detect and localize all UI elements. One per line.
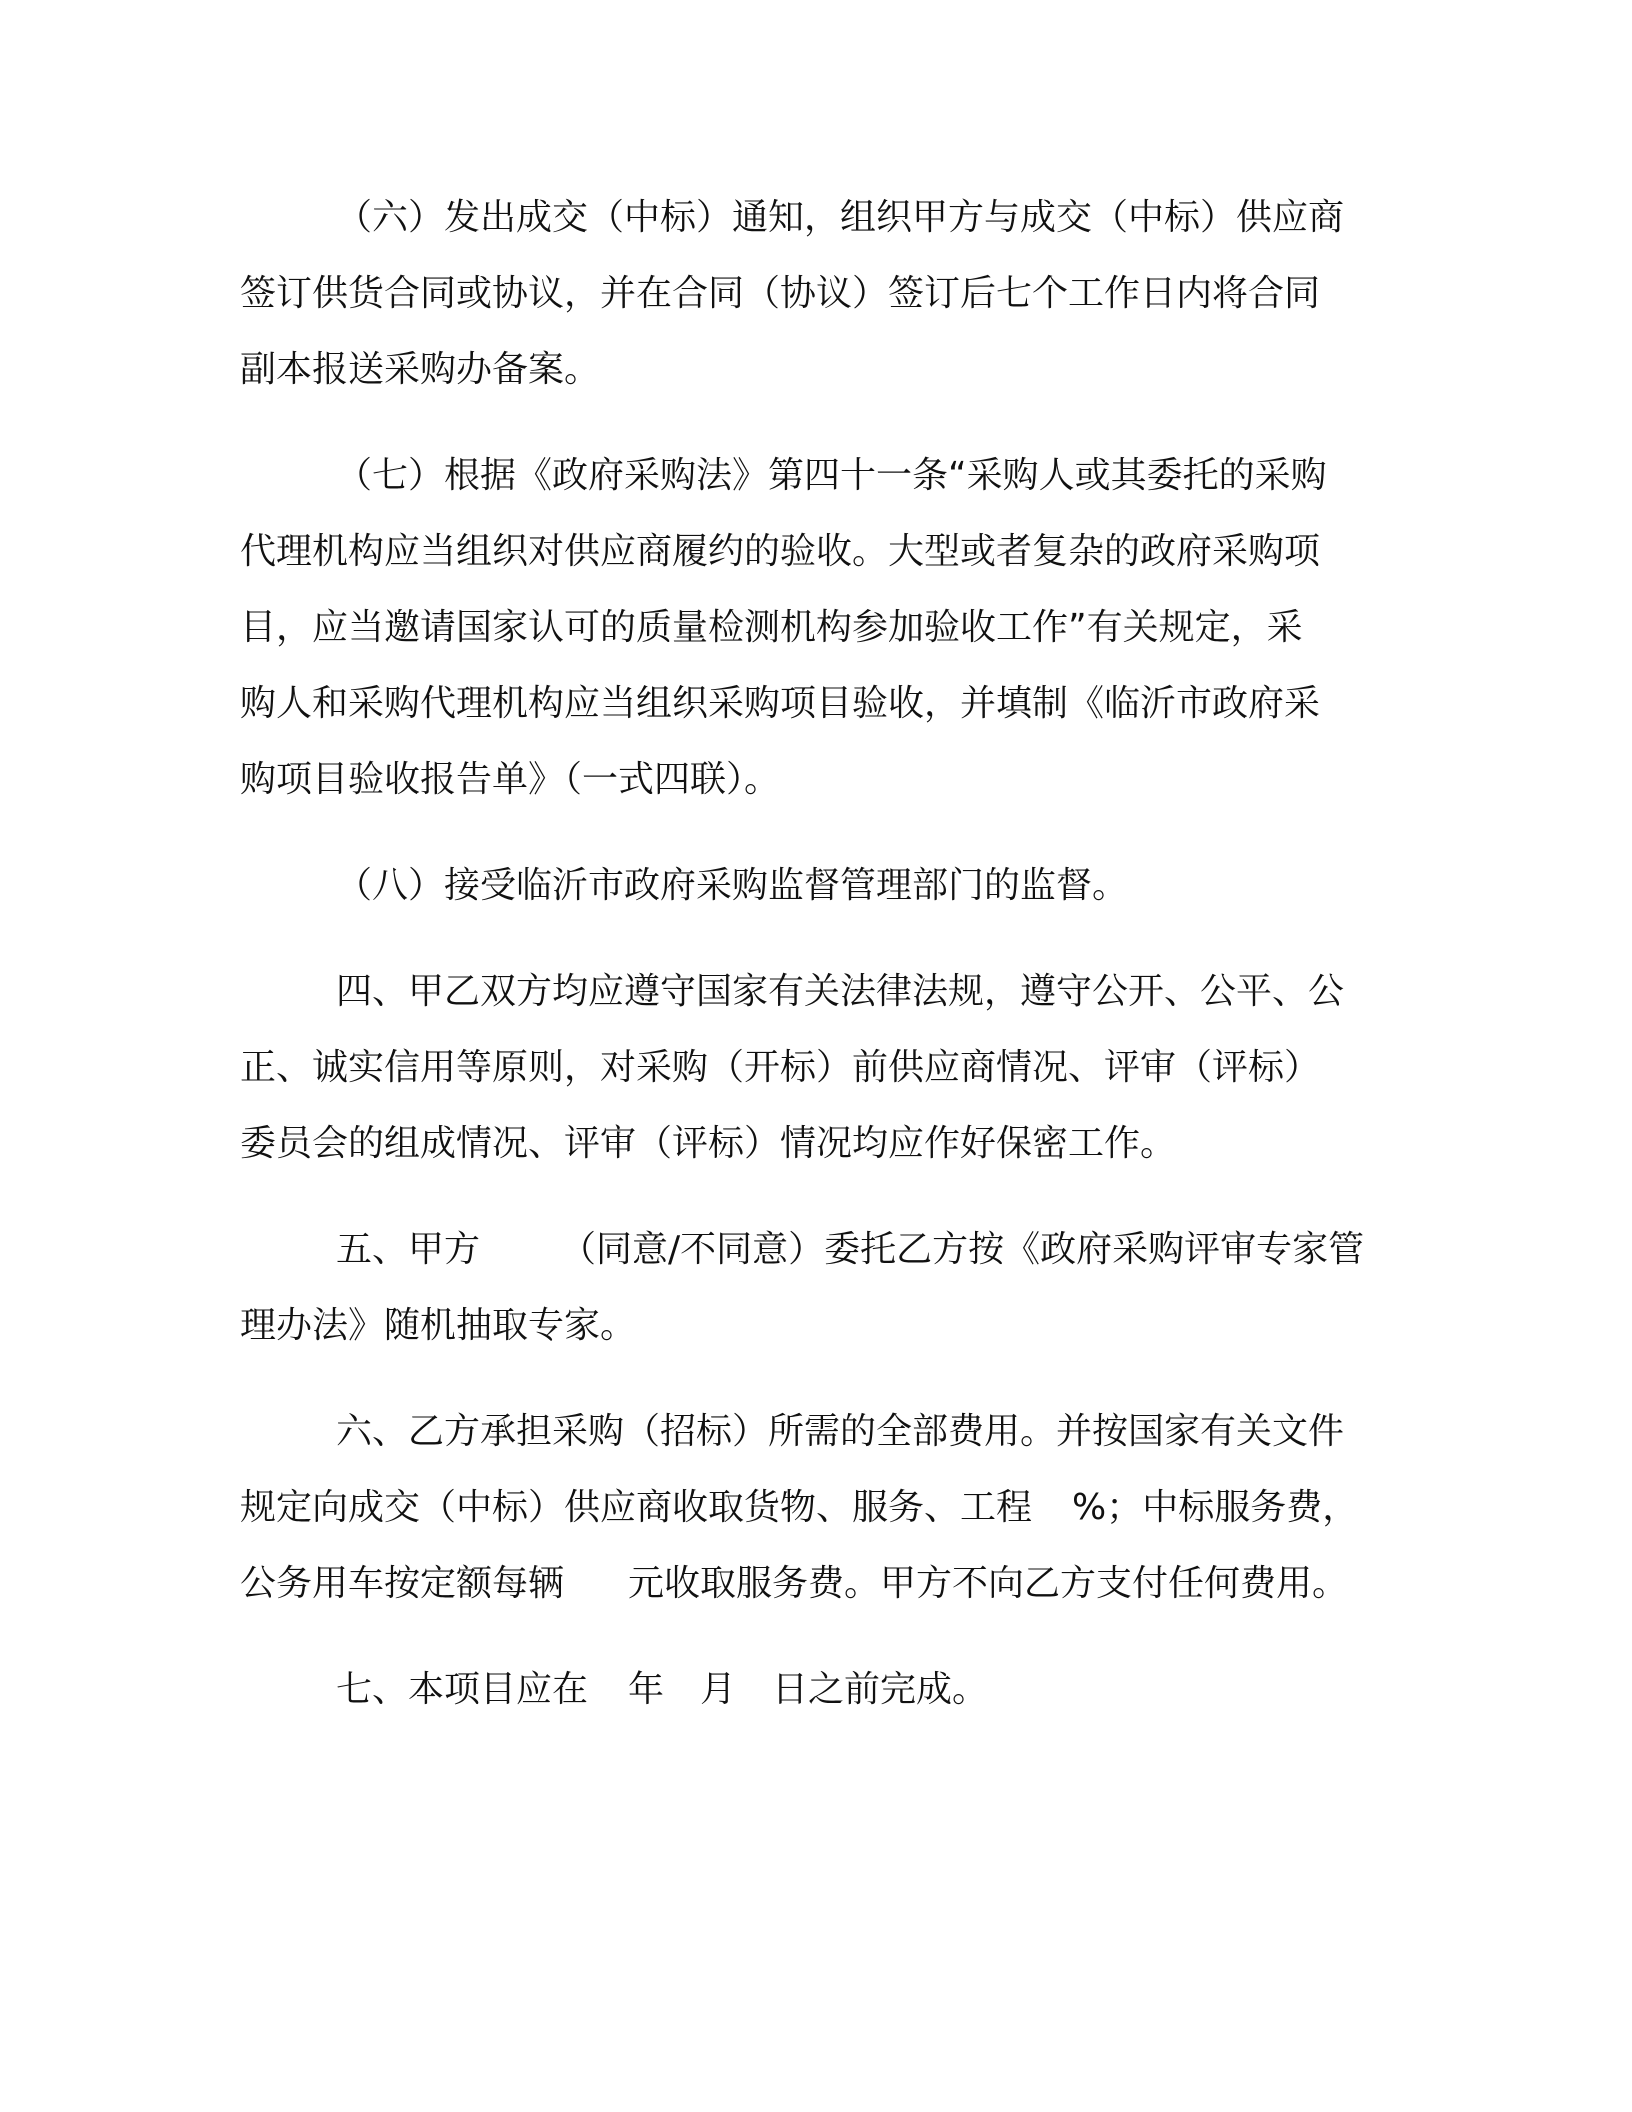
section-six <box>240 1394 1380 1622</box>
section-seven <box>240 1652 1380 1728</box>
text-line: 四、甲乙双方均应遵守国家有关法律法规，遵守公开、公平、公 <box>336 971 1345 1012</box>
text-line: 正、诚实信用等原则，对采购（开标）前供应商情况、评审（评标） <box>240 1047 1321 1088</box>
text-segment: 年 <box>628 1669 665 1710</box>
text-line: 代理机构应当组织对供应商履约的验收。大型或者复杂的政府采购项 <box>240 531 1321 572</box>
text-line: （七）根据《政府采购法》第四十一条“采购人或其委托的采购 <box>336 455 1327 496</box>
text-segment: %；中标服务费， <box>1072 1487 1359 1528</box>
text-segment: 七、本项目应在 <box>336 1669 589 1710</box>
text-line <box>240 1546 1380 1622</box>
section-four <box>240 954 1380 1182</box>
text-segment: 规定向成交（中标）供应商收取货物、服务、工程 <box>240 1487 1033 1528</box>
section-five <box>240 1212 1380 1364</box>
text-line <box>240 1212 1380 1288</box>
text-line: 购人和采购代理机构应当组织采购项目验收，并填制《临沂市政府采 <box>240 683 1321 724</box>
paragraph-six-item <box>240 180 1380 408</box>
text-line: （六）发出成交（中标）通知，组织甲方与成交（中标）供应商 <box>336 197 1345 238</box>
text-line: 六、乙方承担采购（招标）所需的全部费用。并按国家有关文件 <box>336 1411 1345 1452</box>
text-line: （八）接受临沂市政府采购监督管理部门的监督。 <box>336 865 1129 906</box>
text-line: 理办法》随机抽取专家。 <box>240 1305 637 1346</box>
text-line: 购项目验收报告单》（一式四联）。 <box>240 759 781 800</box>
text-segment: 日之前完成。 <box>772 1669 989 1710</box>
paragraph-seven-item <box>240 438 1380 818</box>
text-segment: 五、甲方 <box>336 1229 481 1270</box>
text-segment: 元收取服务费。甲方不向乙方支付任何费用。 <box>628 1563 1349 1604</box>
text-line <box>240 1470 1380 1546</box>
text-segment: （同意/不同意）委托乙方按《政府采购评审专家管 <box>560 1229 1365 1270</box>
paragraph-eight-item <box>240 848 1380 924</box>
text-line: 签订供货合同或协议，并在合同（协议）签订后七个工作日内将合同 <box>240 273 1321 314</box>
text-line: 副本报送采购办备案。 <box>240 349 601 390</box>
text-line <box>240 1652 1380 1728</box>
text-line: 目，应当邀请国家认可的质量检测机构参加验收工作”有关规定，采 <box>240 607 1303 648</box>
text-segment: 公务用车按定额每辆 <box>240 1563 565 1604</box>
text-line: 委员会的组成情况、评审（评标）情况均应作好保密工作。 <box>240 1123 1177 1164</box>
text-segment: 月 <box>700 1669 737 1710</box>
